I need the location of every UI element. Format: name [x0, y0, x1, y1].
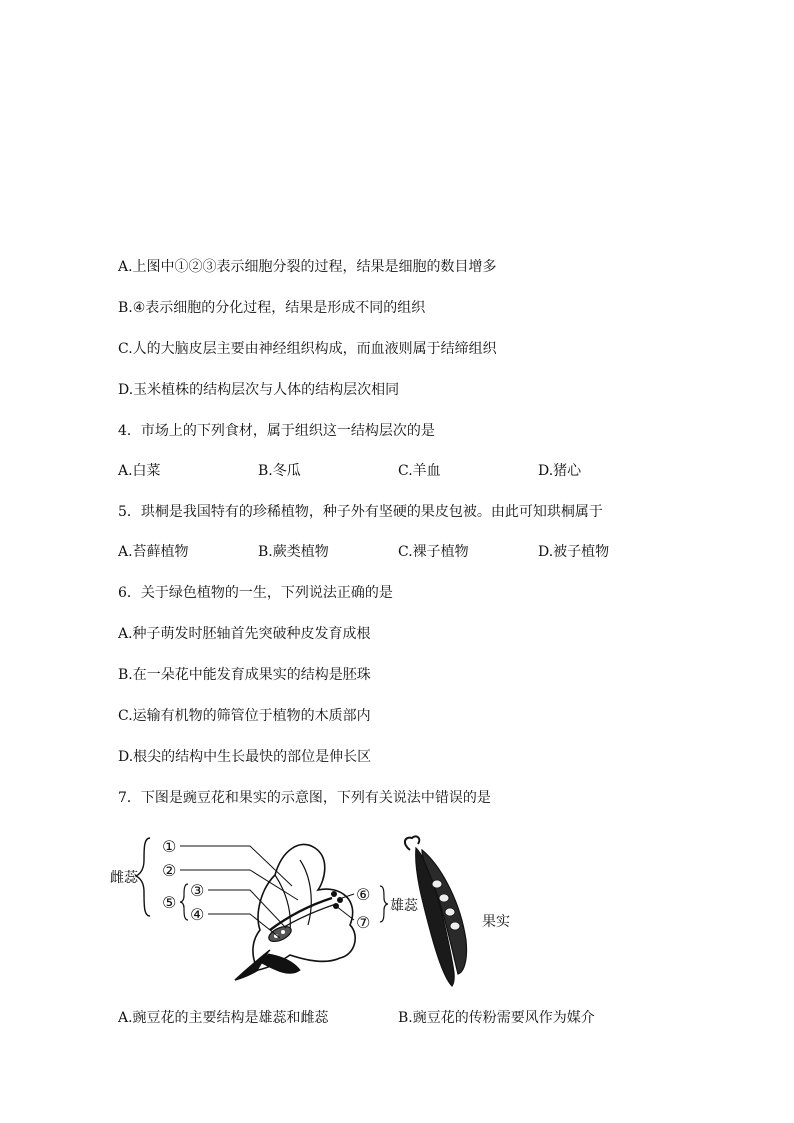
- stamen-brace: [380, 886, 388, 922]
- q4-option-d: D.猪心: [538, 463, 582, 479]
- label-4: ④: [190, 905, 205, 924]
- q4-stem: 4．市场上的下列食材，属于组织这一结构层次的是: [118, 423, 435, 439]
- q5-stem: 5．珙桐是我国特有的珍稀植物，种子外有坚硬的果皮包被。由此可知珙桐属于: [118, 504, 603, 520]
- label-3: ③: [190, 881, 205, 900]
- label-5: ⑤: [162, 893, 177, 912]
- q4-option-a: A.白菜: [118, 463, 161, 479]
- q7-option-a: A.豌豆花的主要结构是雄蕊和雌蕊: [118, 1010, 329, 1026]
- q5-option-c: C.裸子植物: [398, 544, 469, 560]
- q6-option-c: C.运输有机物的筛管位于植物的木质部内: [118, 708, 371, 724]
- inner-brace: [180, 884, 188, 920]
- q6-option-b: B.在一朵花中能发育成果实的结构是胚珠: [118, 667, 371, 683]
- q5-option-b: B.蕨类植物: [258, 544, 329, 560]
- label-2: ②: [162, 861, 177, 880]
- q3-option-b: B.④表示细胞的分化过程，结果是形成不同的组织: [118, 300, 426, 316]
- q5-option-a: A.苔藓植物: [118, 544, 189, 560]
- q4-option-c: C.羊血: [398, 463, 441, 479]
- q7-stem: 7．下图是豌豆花和果实的示意图，下列有关说法中错误的是: [118, 790, 491, 806]
- stamen-label: 雄蕊: [390, 898, 418, 914]
- pistil-label: 雌蕊: [110, 870, 138, 886]
- q5-option-d: D.被子植物: [538, 544, 610, 560]
- q4-option-b: B.冬瓜: [258, 463, 301, 479]
- q3-option-a: A.上图中①②③表示细胞分裂的过程，结果是细胞的数目增多: [118, 259, 497, 275]
- q7-options: [118, 1009, 678, 1027]
- pistil-brace: [136, 838, 150, 916]
- label-7: ⑦: [356, 913, 371, 932]
- fruit-label: 果实: [482, 914, 510, 930]
- q6-option-d: D.根尖的结构中生长最快的部位是伸长区: [118, 749, 372, 765]
- q3-option-c: C.人的大脑皮层主要由神经组织构成，而血液则属于结缔组织: [118, 341, 497, 357]
- q3-option-d: D.玉米植株的结构层次与人体的结构层次相同: [118, 382, 400, 398]
- pea-flower-drawing: [235, 844, 355, 980]
- q7-option-b: B.豌豆花的传粉需要风作为媒介: [398, 1010, 595, 1026]
- pea-flower-fruit-figure: [110, 830, 540, 990]
- label-1: ①: [162, 837, 177, 856]
- q5-options: [118, 543, 678, 561]
- q4-options: [118, 462, 678, 480]
- label-6: ⑥: [356, 885, 371, 904]
- q6-option-a: A.种子萌发时胚轴首先突破种皮发育成根: [118, 626, 371, 642]
- q6-stem: 6．关于绿色植物的一生，下列说法正确的是: [118, 585, 393, 601]
